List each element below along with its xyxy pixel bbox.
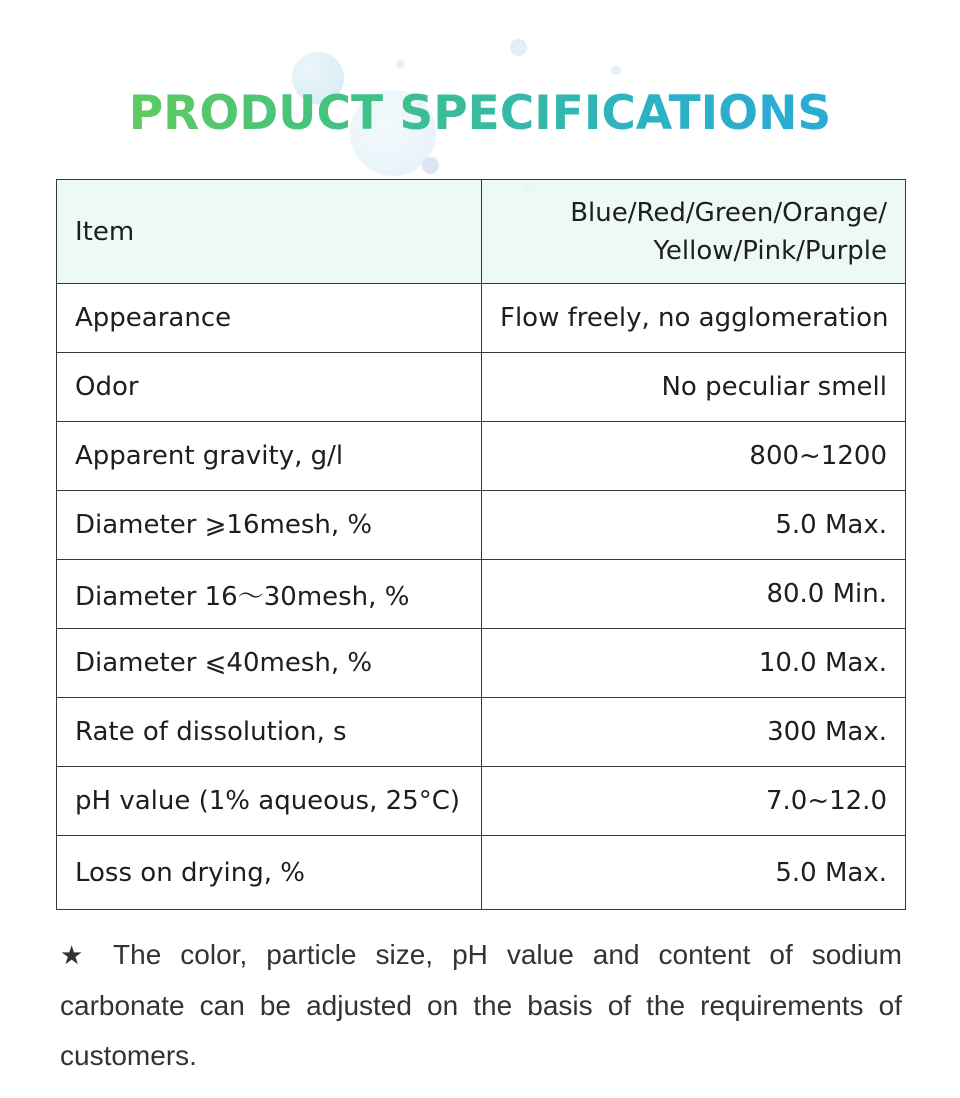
- row-label: Diameter 16～30mesh, %: [57, 560, 482, 629]
- header-colors-cell: [482, 180, 906, 284]
- row-label: Loss on drying, %: [57, 836, 482, 910]
- table-row: [57, 353, 906, 422]
- table-row: [57, 698, 906, 767]
- row-value: 800~1200: [482, 422, 906, 491]
- header-colors-line2: Yellow/Pink/Purple: [653, 235, 887, 266]
- decorative-bubble: [510, 39, 527, 56]
- row-value: No peculiar smell: [482, 353, 906, 422]
- row-label: Diameter ⩾16mesh, %: [57, 491, 482, 560]
- row-value: Flow freely, no agglomeration: [482, 284, 906, 353]
- table-row: [57, 560, 906, 629]
- row-label: pH value (1% aqueous, 25°C): [57, 767, 482, 836]
- footnote-text: The color, particle size, pH value and content of sodium carbonate can be adjusted on the basis of the requirements of customers.: [60, 939, 902, 1071]
- decorative-bubble: [422, 157, 439, 174]
- table-header-row: [57, 180, 906, 284]
- row-value: 5.0 Max.: [482, 491, 906, 560]
- row-label: Apparent gravity, g/l: [57, 422, 482, 491]
- row-label: Appearance: [57, 284, 482, 353]
- decorative-bubble: [396, 60, 405, 69]
- table-row: [57, 284, 906, 353]
- row-value: 5.0 Max.: [482, 836, 906, 910]
- page-title: PRODUCT SPECIFICATIONS: [0, 84, 960, 144]
- table-row: [57, 836, 906, 910]
- row-value: 10.0 Max.: [482, 629, 906, 698]
- row-label: Rate of dissolution, s: [57, 698, 482, 767]
- specifications-table: [56, 179, 906, 910]
- star-icon: ★: [60, 941, 95, 971]
- header-item-cell: Item: [57, 180, 482, 284]
- row-value: 300 Max.: [482, 698, 906, 767]
- row-label: Diameter ⩽40mesh, %: [57, 629, 482, 698]
- footnote: [60, 930, 902, 1081]
- header-colors-line1: Blue/Red/Green/Orange/: [570, 197, 887, 228]
- row-value: 7.0~12.0: [482, 767, 906, 836]
- table-row: [57, 767, 906, 836]
- table-row: [57, 422, 906, 491]
- table-row: [57, 629, 906, 698]
- row-label: Odor: [57, 353, 482, 422]
- decorative-bubble: [611, 65, 621, 75]
- table-row: [57, 491, 906, 560]
- row-value: 80.0 Min.: [482, 560, 906, 629]
